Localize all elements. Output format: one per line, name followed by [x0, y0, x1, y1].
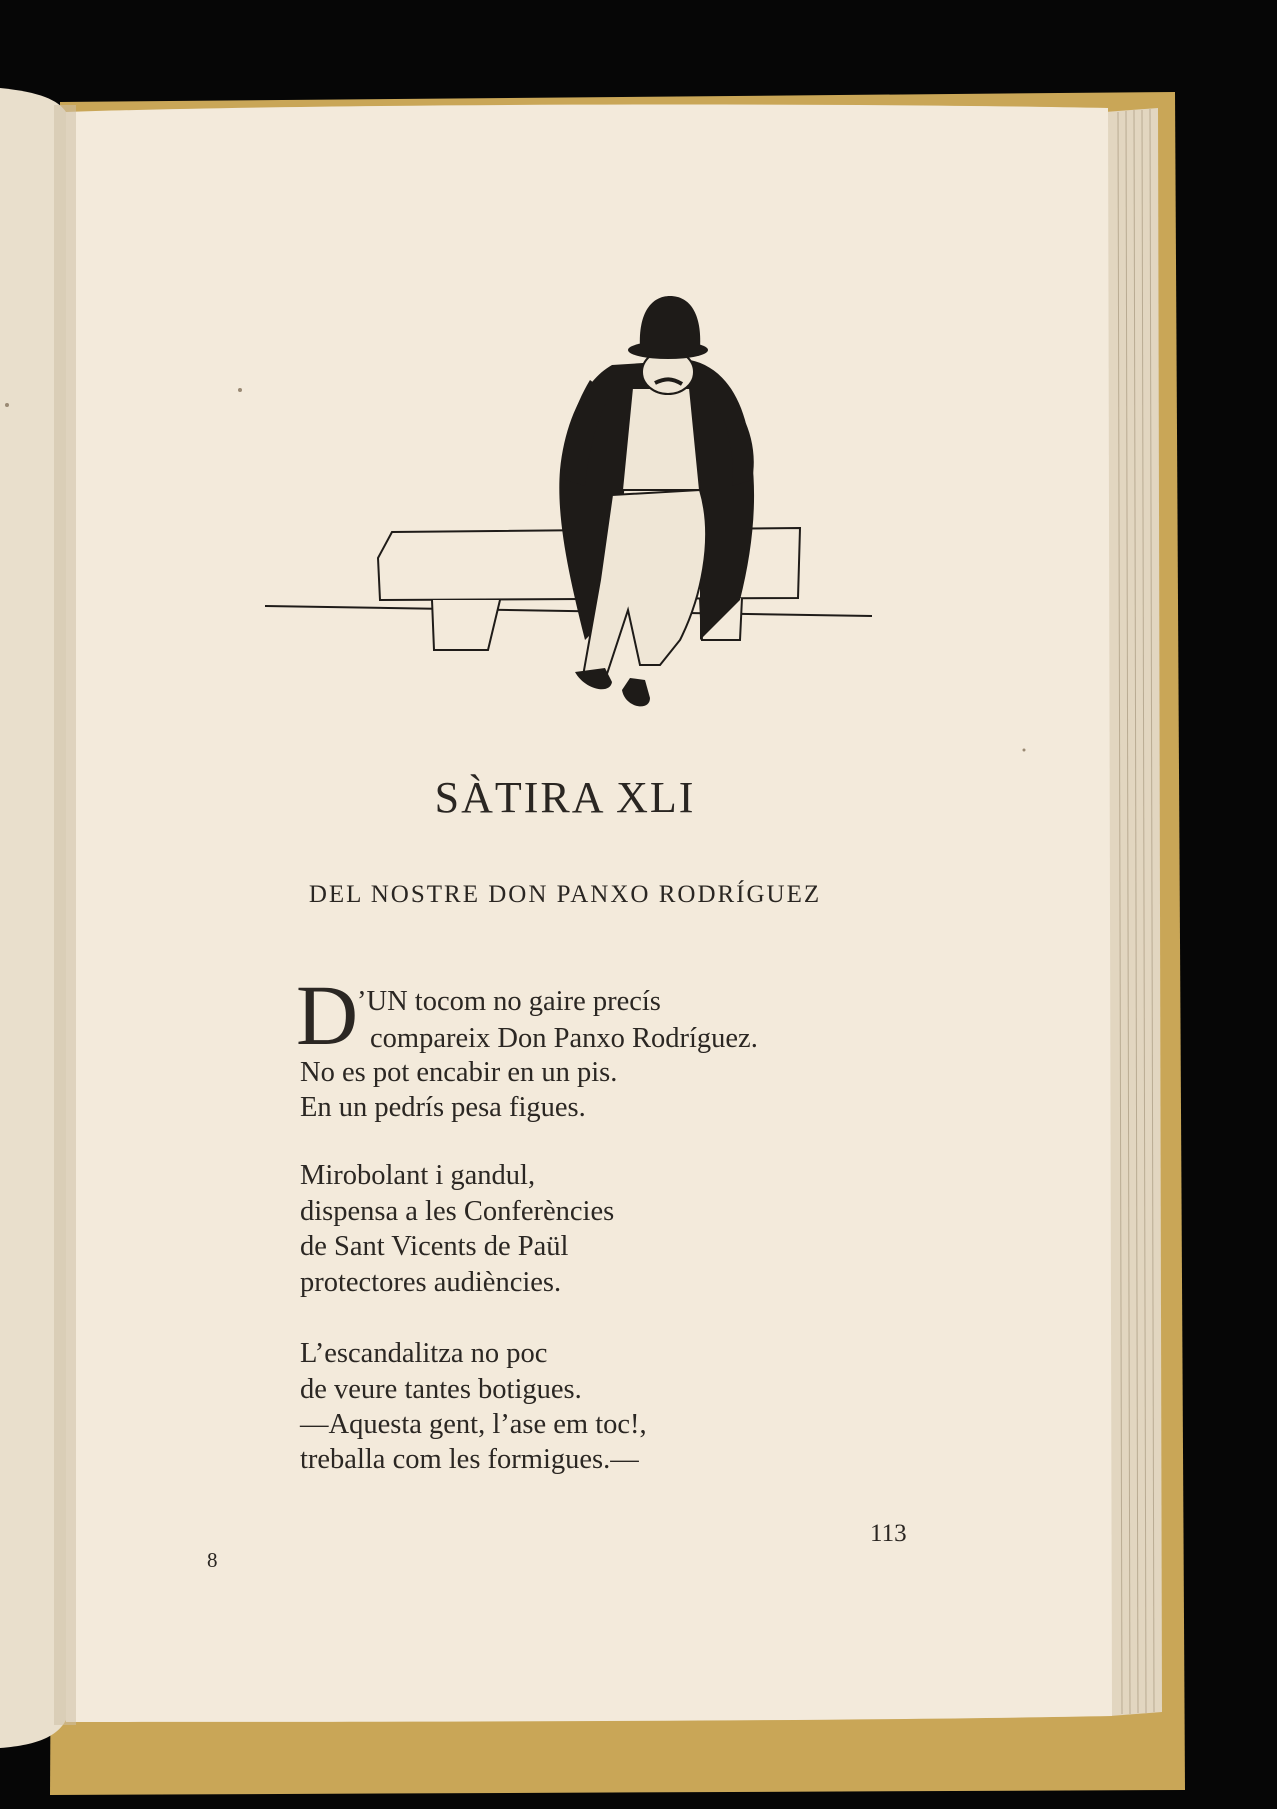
drop-cap: D	[296, 967, 359, 1063]
signature-mark: 8	[207, 1548, 218, 1572]
poem-line: dispensa a les Conferències	[300, 1196, 615, 1227]
poem-line: ’UN tocom no gaire precís	[357, 986, 661, 1017]
poem-line: En un pedrís pesa figues.	[300, 1092, 586, 1123]
poem-line: treballa com les formigues.—	[300, 1444, 639, 1475]
poem-title: SÀTIRA XLI	[434, 773, 696, 822]
poem-line: de veure tantes botigues.	[300, 1374, 582, 1405]
waistcoat	[622, 388, 700, 490]
poem-line: de Sant Vicents de Paül	[300, 1231, 569, 1262]
poem-line: L’escandalitza no poc	[300, 1338, 548, 1369]
poem-line: No es pot encabir en un pis.	[300, 1057, 618, 1088]
right-page	[66, 105, 1112, 1722]
poem-subtitle: DEL NOSTRE DON PANXO RODRÍGUEZ	[308, 881, 822, 908]
poem-line: protectores audiències.	[300, 1267, 562, 1298]
bench-leg-left	[432, 600, 500, 650]
page-number: 113	[870, 1520, 907, 1547]
poem-line: —Aquesta gent, l’ase em toc!,	[300, 1409, 647, 1440]
poem-line: compareix Don Panxo Rodríguez.	[370, 1023, 758, 1054]
gutter-shadow	[54, 105, 76, 1725]
poem-line: Mirobolant i gandul,	[300, 1160, 536, 1191]
